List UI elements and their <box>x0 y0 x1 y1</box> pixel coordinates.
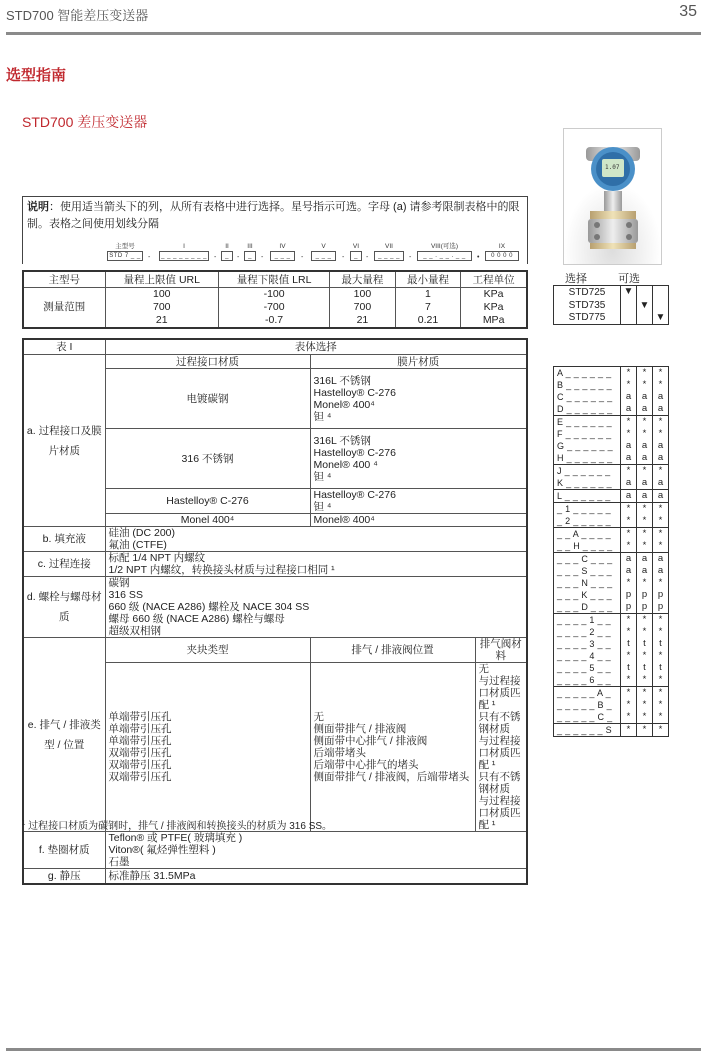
availability-mark: * <box>653 515 669 528</box>
row-g: g. 静压 标准静压 31.5MPa <box>23 869 527 885</box>
availability-mark: * <box>637 577 653 589</box>
availability-mark: * <box>637 724 653 737</box>
footer-rule <box>6 1048 701 1051</box>
option-code: _ _ _ C _ _ _ <box>554 553 621 566</box>
option-code: _ _ _ _ 6 _ _ <box>557 675 611 685</box>
availability-mark: * <box>653 540 669 553</box>
model-row <box>554 299 669 312</box>
code-separator: - <box>366 254 369 261</box>
option-availability-table <box>553 366 669 737</box>
code-cell-vii: VII _ _ _ _ <box>374 243 404 261</box>
availability-mark: * <box>637 528 653 541</box>
col-header: 工程单位 <box>461 271 527 288</box>
a-row: Hastelloy® C-276 Hastelloy® C-276 钽 ⁴ <box>23 489 527 514</box>
availability-mark: a <box>637 391 653 403</box>
process-material-header: 过程接口材质 <box>105 355 310 369</box>
range-header-row <box>23 271 527 288</box>
option-code-row <box>554 601 669 614</box>
availability-mark: * <box>653 528 669 541</box>
product-title: STD700 差压变送器 <box>22 114 148 130</box>
availability-mark: * <box>621 367 637 380</box>
col-header: 最小量程 <box>395 271 461 288</box>
availability-mark: * <box>653 503 669 516</box>
select-label: 选择 <box>565 273 587 285</box>
availability-mark: a <box>653 553 669 566</box>
code-cell-viii: VIII(可选) _ _ . _ _ . _ _ <box>417 243 472 261</box>
availability-mark: * <box>621 724 637 737</box>
option-code: K _ _ _ _ _ _ <box>557 478 612 488</box>
max-span-values: 100 700 21 <box>330 288 396 329</box>
option-code: F _ _ _ _ _ _ <box>557 429 612 439</box>
availability-mark: * <box>637 540 653 553</box>
option-code: _ _ _ D _ _ _ <box>557 602 613 612</box>
option-code-row <box>554 440 669 452</box>
col-header: 主型号 <box>23 271 105 288</box>
option-code-row <box>554 540 669 553</box>
availability-mark: * <box>621 528 637 541</box>
note-label: 说明 <box>27 201 49 213</box>
code-separator: - <box>301 254 304 261</box>
footnote: $^1$ 过程接口材质为碳钢时，排气 / 排液阀和转换接头的材质为 316 SS。 <box>22 820 333 832</box>
arrow-down-icon: ▼ <box>621 286 637 299</box>
option-code-row <box>554 528 669 541</box>
a-row: 电镀碳钢 316L 不锈钢 Hastelloy® C-276 Monel® 400⁴ 钽 ⁴ <box>23 369 527 429</box>
option-code: _ _ _ S _ _ _ <box>557 566 612 576</box>
option-code: _ _ _ _ 5 _ _ <box>557 663 611 673</box>
availability-mark: a <box>621 452 637 465</box>
option-code-row <box>554 565 669 577</box>
row-e: 单端带引压孔 单端带引压孔 单端带引压孔 双端带引压孔 双端带引压孔 双端带引压孔 无 侧面带排气 / 排液阀 侧面带中心排气 / 排液阀 后端带堵头 后端带中心排气的堵头 侧面带排气 / 排液阀，后端带堵头 无 与过程接口材质匹配 ¹ 只有不锈钢材质 与过程接口材质匹配 ¹ 只有不锈钢材质 与过程接口材质匹配 ¹ <box>23 663 527 832</box>
model-selection-table <box>553 285 669 325</box>
table-1-body-selection <box>22 338 528 885</box>
availability-mark: * <box>621 416 637 429</box>
a-row: Monel 400⁴ Monel® 400⁴ <box>23 514 527 527</box>
availability-mark: * <box>653 711 669 724</box>
model-std725: STD725 <box>568 286 606 298</box>
model-std775: STD775 <box>568 312 606 324</box>
availability-mark: t <box>653 662 669 674</box>
url-values: 100 700 21 <box>105 288 219 329</box>
availability-mark: * <box>621 674 637 687</box>
option-code-row <box>554 553 669 566</box>
availability-mark: a <box>637 490 653 503</box>
option-code: _ 1 _ _ _ _ _ <box>554 503 621 516</box>
option-code-row <box>554 650 669 662</box>
range-row <box>23 288 527 329</box>
selection-header <box>565 270 640 286</box>
availability-mark: * <box>653 626 669 638</box>
code-cell-i: I _ _ _ _ _ _ _ _ <box>159 243 209 261</box>
option-code-row <box>554 687 669 700</box>
availability-mark: * <box>637 367 653 380</box>
availability-mark: t <box>637 638 653 650</box>
availability-mark: * <box>653 650 669 662</box>
option-code: E _ _ _ _ _ _ <box>554 416 621 429</box>
code-cell-ii: II _ <box>221 243 233 261</box>
option-code-row <box>554 367 669 380</box>
option-code-row <box>554 515 669 528</box>
availability-mark: * <box>653 699 669 711</box>
availability-mark: * <box>653 724 669 737</box>
availability-mark: * <box>637 711 653 724</box>
availability-mark: a <box>637 440 653 452</box>
option-code-row <box>554 711 669 724</box>
availability-mark: a <box>621 403 637 416</box>
measurement-range-table <box>22 270 528 329</box>
col-header: 量程上限值 URL <box>105 271 219 288</box>
option-code: _ _ _ _ _ C _ <box>557 712 613 722</box>
option-code: D _ _ _ _ _ _ <box>557 404 613 414</box>
option-code: J _ _ _ _ _ _ <box>554 465 621 478</box>
option-code: L _ _ _ _ _ _ <box>554 490 621 503</box>
availability-mark: * <box>621 650 637 662</box>
availability-mark: * <box>637 650 653 662</box>
availability-mark: * <box>621 711 637 724</box>
availability-mark: * <box>637 503 653 516</box>
lrl-values: -100 -700 -0.7 <box>219 288 330 329</box>
availability-mark: a <box>653 452 669 465</box>
availability-mark: * <box>653 465 669 478</box>
option-code-row <box>554 452 669 465</box>
option-code-row <box>554 577 669 589</box>
transmitter-image-icon <box>564 129 661 264</box>
code-separator: - <box>148 254 151 261</box>
availability-mark: t <box>621 662 637 674</box>
option-code-row <box>554 490 669 503</box>
availability-mark: * <box>653 687 669 700</box>
availability-mark: * <box>653 379 669 391</box>
code-separator: - <box>214 254 217 261</box>
model-std735: STD735 <box>568 299 606 311</box>
option-code-row <box>554 626 669 638</box>
option-code-row <box>554 662 669 674</box>
availability-mark: * <box>621 515 637 528</box>
availability-mark: a <box>621 391 637 403</box>
page-header <box>6 0 701 35</box>
availability-mark: a <box>621 565 637 577</box>
code-cell-iii: III _ <box>244 243 256 261</box>
availability-mark: p <box>637 601 653 614</box>
option-code: _ _ _ N _ _ _ <box>557 578 613 588</box>
availability-mark: a <box>621 553 637 566</box>
availability-mark: * <box>637 626 653 638</box>
option-code-row <box>554 465 669 478</box>
availability-mark: a <box>637 403 653 416</box>
row-b: b. 填充液 硅油 (DC 200) 氟油 (CTFE) <box>23 527 527 552</box>
availability-mark: * <box>653 674 669 687</box>
option-code: H _ _ _ _ _ _ <box>557 453 613 463</box>
option-code: _ _ _ _ 2 _ _ <box>557 627 611 637</box>
option-code: C _ _ _ _ _ _ <box>557 392 613 402</box>
availability-mark: p <box>621 589 637 601</box>
availability-mark: * <box>637 515 653 528</box>
availability-mark: * <box>653 367 669 380</box>
option-code-row <box>554 724 669 737</box>
option-code: _ _ H _ _ _ _ <box>557 541 613 551</box>
availability-mark: a <box>653 440 669 452</box>
option-code-row <box>554 403 669 416</box>
code-cell-vi: VI _ <box>350 243 362 261</box>
availability-mark: p <box>653 589 669 601</box>
table-1-label: 表 I <box>23 339 105 355</box>
row-label: 测量范围 <box>23 288 105 329</box>
a-row: 316 不锈钢 316L 不锈钢 Hastelloy® C-276 Monel® 400 ⁴ 钽 ⁴ <box>23 429 527 489</box>
availability-mark: p <box>637 589 653 601</box>
option-code-row <box>554 477 669 490</box>
code-cell-ix: IX 0 0 0 0 <box>485 243 519 261</box>
availability-mark: * <box>653 614 669 627</box>
availability-mark: t <box>653 638 669 650</box>
option-code-row <box>554 699 669 711</box>
availability-mark: * <box>637 687 653 700</box>
a-subheader-row <box>23 355 527 369</box>
code-separator: - <box>261 254 264 261</box>
option-code-row <box>554 503 669 516</box>
availability-mark: p <box>653 601 669 614</box>
availability-mark: * <box>637 416 653 429</box>
code-separator: - <box>237 254 240 261</box>
option-code: _ _ _ _ _ _ S <box>554 724 621 737</box>
availability-mark: * <box>621 614 637 627</box>
option-code: _ _ _ _ _ B _ <box>557 700 612 710</box>
option-code: _ _ A _ _ _ _ <box>554 528 621 541</box>
availability-mark: t <box>621 638 637 650</box>
availability-mark: * <box>637 674 653 687</box>
option-code: _ _ _ _ 4 _ _ <box>557 651 611 661</box>
availability-mark: * <box>621 626 637 638</box>
option-code-row <box>554 391 669 403</box>
option-code-row <box>554 674 669 687</box>
availability-mark: a <box>653 490 669 503</box>
availability-mark: * <box>621 540 637 553</box>
availability-mark: p <box>621 601 637 614</box>
option-code: _ _ _ _ 1 _ _ <box>554 614 621 627</box>
svg-text:1.07: 1.07 <box>605 164 620 171</box>
min-span-values: 1 7 0.21 <box>395 288 461 329</box>
body-selection-header: 表体选择 <box>105 339 527 355</box>
optional-label: 可选 <box>618 273 641 285</box>
availability-mark: a <box>621 440 637 452</box>
model-row <box>554 286 669 299</box>
availability-mark: * <box>621 465 637 478</box>
table-header-row <box>23 339 527 355</box>
availability-mark: a <box>637 477 653 490</box>
availability-mark: a <box>621 477 637 490</box>
col-header: 最大量程 <box>330 271 396 288</box>
availability-mark: * <box>637 699 653 711</box>
code-separator: • <box>477 254 480 261</box>
option-code-row <box>554 428 669 440</box>
header-title: STD700 智能差压变送器 <box>6 8 149 23</box>
availability-mark: * <box>637 614 653 627</box>
availability-mark: * <box>621 687 637 700</box>
row-c: c. 过程连接 标配 1/4 NPT 内螺纹 1/2 NPT 内螺纹，转换接头材质与过程接口相同 ¹ <box>23 552 527 577</box>
availability-mark: a <box>637 565 653 577</box>
row-a-label: a. 过程接口及膜片材质 <box>23 355 105 527</box>
page-number: 35 <box>679 3 697 20</box>
availability-mark: * <box>621 428 637 440</box>
availability-mark: a <box>653 477 669 490</box>
row-d: d. 螺栓与螺母材质 碳钢 316 SS 660 级 (NACE A286) 螺栓及 NACE 304 SS 螺母 660 级 (NACE A286) 螺栓与螺母 超级双相钢 <box>23 577 527 638</box>
availability-mark: * <box>621 699 637 711</box>
option-code: B _ _ _ _ _ _ <box>557 380 612 390</box>
option-code: A _ _ _ _ _ _ <box>557 368 612 378</box>
code-cell-main: 主型号 STD 7 _ _ <box>107 243 143 261</box>
availability-mark: * <box>637 465 653 478</box>
model-row <box>554 312 669 325</box>
code-separator: - <box>409 254 412 261</box>
availability-mark: * <box>621 577 637 589</box>
row-f: f. 垫圈材质 Teflon® 或 PTFE( 玻璃填充 ) Viton®( 氟烃弹性塑料 ) 石墨 <box>23 832 527 869</box>
arrow-down-icon: ▼ <box>653 312 669 325</box>
availability-mark: a <box>621 490 637 503</box>
availability-mark: * <box>653 428 669 440</box>
code-separator: - <box>342 254 345 261</box>
availability-mark: a <box>653 391 669 403</box>
option-code: G _ _ _ _ _ _ <box>557 441 613 451</box>
availability-mark: * <box>637 379 653 391</box>
availability-mark: a <box>637 553 653 566</box>
section-title: 选型指南 <box>6 67 67 84</box>
diaphragm-material-header: 膜片材质 <box>310 355 527 369</box>
option-code-row <box>554 638 669 650</box>
availability-mark: * <box>637 428 653 440</box>
availability-mark: a <box>637 452 653 465</box>
option-code-row <box>554 589 669 601</box>
option-code: _ _ _ _ _ A _ <box>554 687 621 700</box>
note-text: ：使用适当箭头下的列，从所有表格中进行选择。星号指示可选。字母 (a) 请参考限制表格中的限制。表格之间使用划线分隔 <box>27 201 520 230</box>
availability-mark: a <box>653 403 669 416</box>
availability-mark: * <box>621 379 637 391</box>
option-code-row <box>554 379 669 391</box>
option-code-row <box>554 614 669 627</box>
arrow-down-icon: ▼ <box>637 299 653 312</box>
availability-mark: a <box>653 565 669 577</box>
availability-mark: * <box>653 577 669 589</box>
code-cell-iv: IV _ _ _ <box>270 243 295 261</box>
product-photo <box>563 128 662 265</box>
availability-mark: t <box>637 662 653 674</box>
option-code: _ _ _ K _ _ _ <box>557 590 612 600</box>
col-header: 量程下限值 LRL <box>219 271 330 288</box>
code-cell-v: V _ _ _ <box>311 243 336 261</box>
row-e-header: e. 排气 / 排液类型 / 位置 夹块类型 排气 / 排液阀位置 排气阀材料 <box>23 638 527 663</box>
availability-mark: * <box>621 503 637 516</box>
option-code-row <box>554 416 669 429</box>
unit-values: KPa KPa MPa <box>461 288 527 329</box>
option-code: _ _ _ _ 3 _ _ <box>557 639 611 649</box>
option-code: _ 2 _ _ _ _ _ <box>557 516 611 526</box>
availability-mark: * <box>653 416 669 429</box>
